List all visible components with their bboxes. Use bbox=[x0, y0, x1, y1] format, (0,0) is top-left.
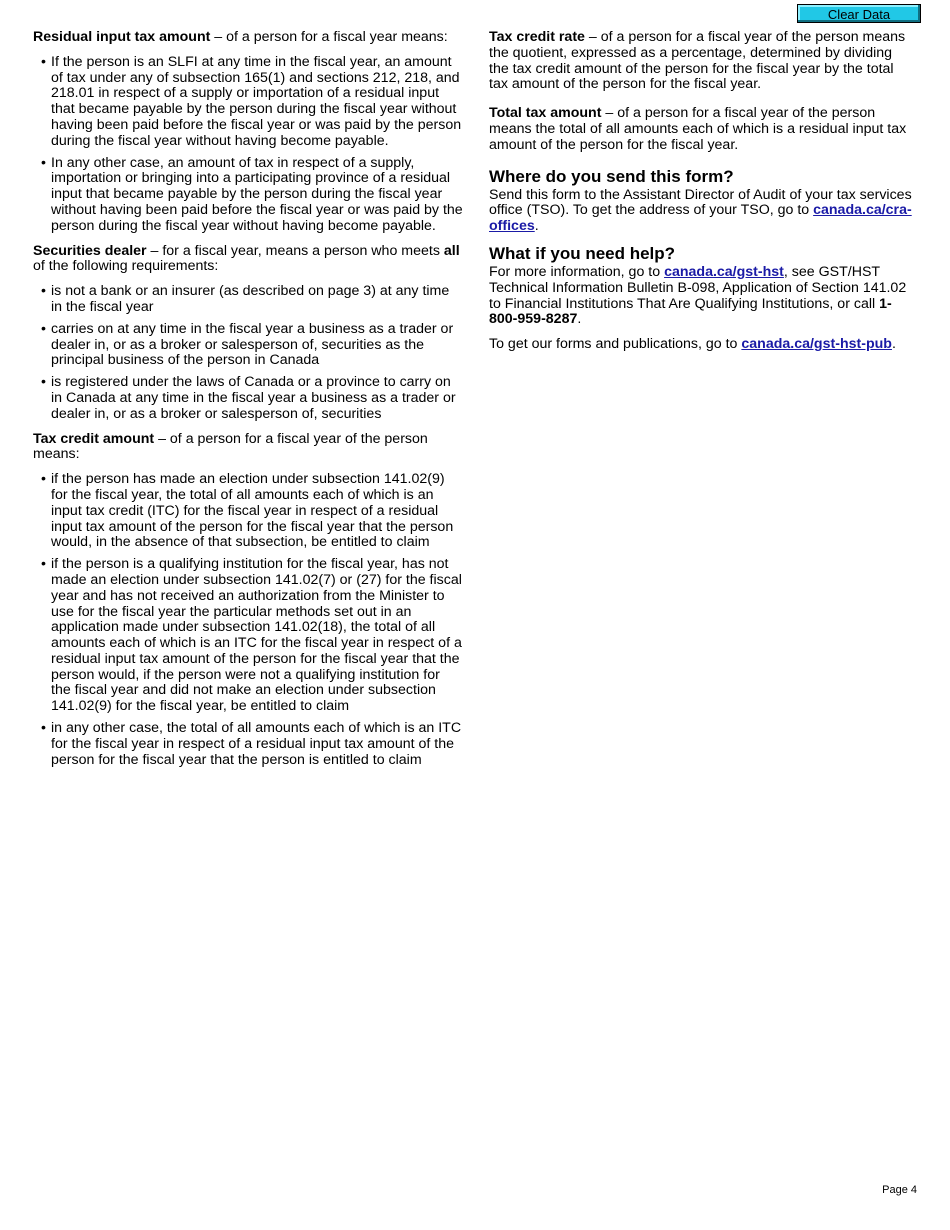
phone-number: 1-800-959-8287 bbox=[489, 295, 892, 328]
list-item: • in any other case, the total of all amounts each of which is an ITC for the fiscal year in respect of a residual input tax amount of the person for the fiscal year that the person is entitled to claim bbox=[33, 721, 463, 768]
right-column bbox=[489, 30, 914, 362]
list-item: • if the person has made an election under subsection 141.02(9) for the fiscal year, the total of all amounts each of which is an input tax credit (ITC) for the fiscal year in respect of a residual input tax amount of the person for the fiscal year that the person would, in the absence of that subsection, be entitled to claim bbox=[33, 472, 463, 551]
clear-data-button[interactable]: Clear Data bbox=[797, 4, 921, 23]
tax-credit-amount-list bbox=[33, 472, 463, 768]
list-item: • is registered under the laws of Canada or a province to carry on in Canada at any time in the fiscal year a business as a trader or dealer in, or as a broker or salesperson of, securities bbox=[33, 375, 463, 422]
page-number: Page 4 bbox=[882, 1184, 917, 1196]
list-item: • If the person is an SLFI at any time in the fiscal year, an amount of tax under any of subsection 165(1) and sections 212, 218, and 218.01 in respect of a supply or importation of a residual input that became payable by the person during the fiscal year without having been paid before the fiscal year or was paid by the person during the fiscal year without having become payable. bbox=[33, 55, 463, 150]
gst-hst-link[interactable]: canada.ca/gst-hst bbox=[664, 263, 784, 280]
securities-dealer-list bbox=[33, 284, 463, 422]
send-form-heading: Where do you send this form? bbox=[489, 166, 734, 186]
cra-offices-link[interactable]: canada.ca/cra-offices bbox=[489, 202, 912, 235]
list-item: • carries on at any time in the fiscal year a business as a trader or dealer in, or as a broker or salesperson of, securities as the principal business of the person in Canada bbox=[33, 322, 463, 369]
tax-credit-amount-definition: Tax credit amount – of a person for a fiscal year of the person means: bbox=[33, 430, 428, 463]
total-tax-amount-definition: Total tax amount – of a person for a fiscal year of the person means the total of all amounts each of which is a residual input tax amount of the person for the fiscal year. bbox=[489, 105, 907, 153]
send-form-text: Send this form to the Assistant Director of Audit of your tax services office (TSO). To get the address of your TSO, go to canada.ca/cra-offices. bbox=[489, 186, 912, 235]
tax-credit-rate-definition: Tax credit rate – of a person for a fiscal year of the person means the quotient, expressed as a percentage, determined by dividing the tax credit amount of the person for the fiscal year by the total tax amount of the person for the fiscal year. bbox=[489, 29, 906, 93]
list-item: • if the person is a qualifying institution for the fiscal year, has not made an election under subsection 141.02(7) or (27) for the fiscal year and has not received an authorization from the Minister to use for the fiscal year the particular methods set out in an application made under subsection 141.02(18), the total of all amounts each of which is an ITC for the fiscal year in respect of a residual input tax amount of the person for the fiscal year that the person would, if the person were not a qualifying institution for the fiscal year and did not make an election under subsection 141.02(9) for the fiscal year, be entitled to claim bbox=[33, 557, 463, 715]
help-text: For more information, go to canada.ca/gst-hst, see GST/HST Technical Information Bulletin B-098, Application of Section 141.02 to Financial Institutions That Are Qualifying Institutions, or call 1-800-959-8287. bbox=[489, 263, 907, 328]
gst-hst-pub-link[interactable]: canada.ca/gst-hst-pub bbox=[741, 336, 892, 353]
list-item: • is not a bank or an insurer (as described on page 3) at any time in the fiscal year bbox=[33, 284, 463, 316]
securities-dealer-definition: Securities dealer – for a fiscal year, means a person who meets all of the following requirements: bbox=[33, 242, 460, 275]
residual-input-tax-definition: Residual input tax amount – of a person for a fiscal year means: bbox=[33, 29, 448, 45]
left-column bbox=[33, 30, 463, 777]
list-item: • In any other case, an amount of tax in respect of a supply, importation or bringing into a participating province of a residual input that became payable by the person during the fiscal year without having been paid before the fiscal year or was paid by the person during the fiscal year without having become payable. bbox=[33, 156, 463, 235]
residual-input-tax-list bbox=[33, 55, 463, 235]
publications-text: To get our forms and publications, go to canada.ca/gst-hst-pub. bbox=[489, 336, 896, 353]
help-heading: What if you need help? bbox=[489, 243, 676, 263]
